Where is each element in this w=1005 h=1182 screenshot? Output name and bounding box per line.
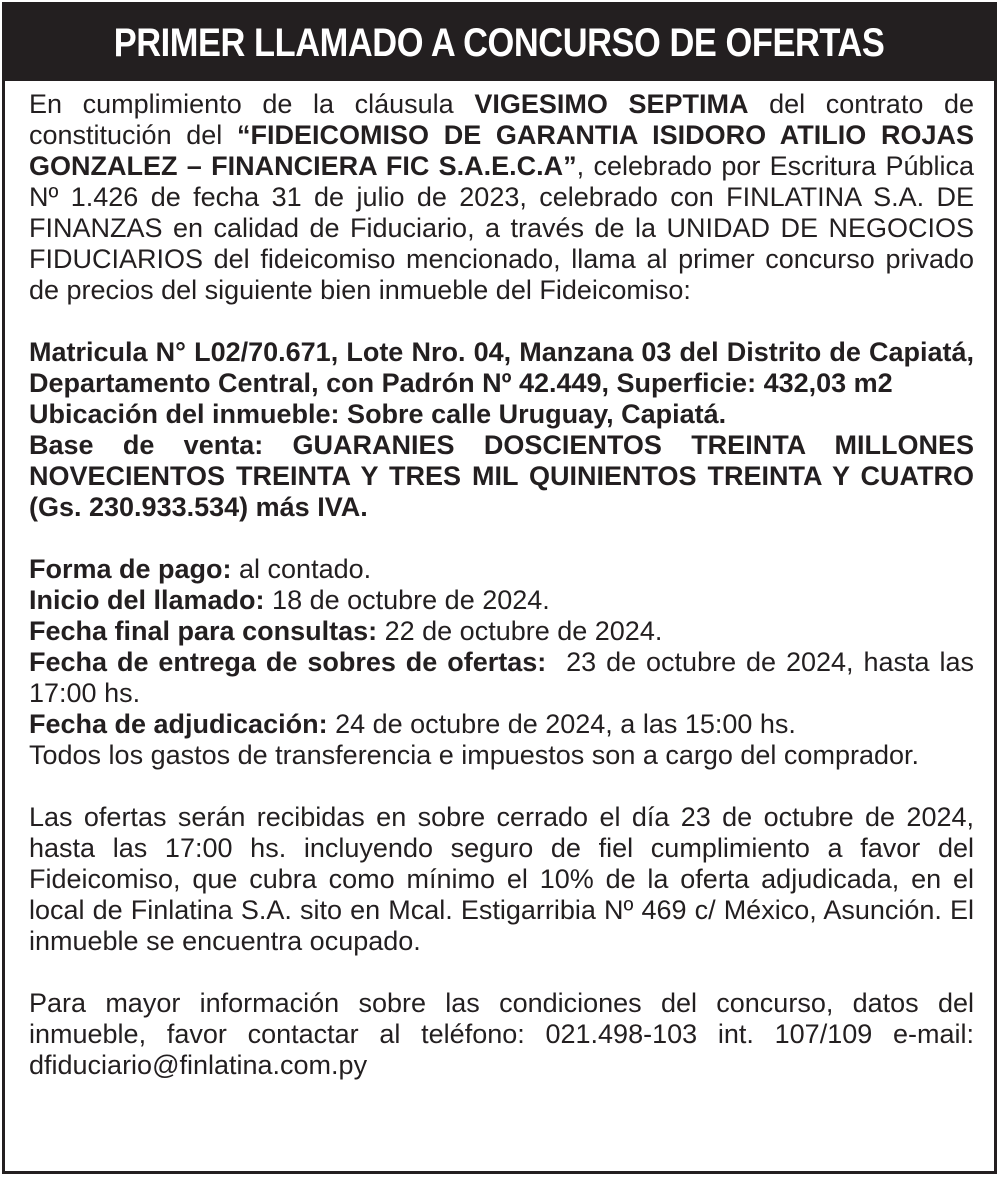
- property-registration: Matricula N° L02/70.671, Lote Nro. 04, Manzana 03 del Distrito de Capiatá, Departamento Central, con Padrón Nº 42.449, Superficie: 432,03 m2: [29, 337, 974, 398]
- spacer: [29, 957, 974, 988]
- intro-text-2: del contrato de constitución del: [29, 89, 974, 150]
- notice-body: [5, 81, 994, 1081]
- payment-method-value: al contado.: [231, 554, 372, 584]
- queries-deadline: [29, 616, 974, 647]
- contact-text: Para mayor información sobre las condiciones del concurso, datos del inmueble, favor contactar al teléfono: 021.498-103 int. 107/109 e-mail:: [29, 988, 974, 1049]
- spacer: [29, 523, 974, 554]
- payment-method-label: Forma de pago:: [29, 554, 232, 584]
- call-start: [29, 585, 974, 616]
- payment-method: [29, 554, 974, 585]
- queries-deadline-value: 22 de octubre de 2024.: [377, 616, 663, 646]
- trust-name: “FIDEICOMISO DE GARANTIA ISIDORO ATILIO ROJAS GONZALEZ – FINANCIERA FIC S.A.E.C.A”: [29, 120, 974, 181]
- notice-box: [2, 2, 997, 1174]
- sale-base-price: Base de venta: GUARANIES DOSCIENTOS TREINTA MILLONES NOVECIENTOS TREINTA Y TRES MIL QUINIENTOS TREINTA Y CUATRO (Gs. 230.933.534) más IVA.: [29, 430, 974, 522]
- call-start-label: Inicio del llamado:: [29, 585, 265, 615]
- intro-paragraph: [29, 89, 974, 306]
- intro-text-1: En cumplimiento de la cláusula: [29, 89, 475, 119]
- intro-text-3: , celebrado por Escritura Pública Nº 1.426 de fecha 31 de julio de 2023, celebrado con FINLATINA S.A. DE FINANZAS en calidad de Fiduciario, a través de la UNIDAD DE NEGOCIOS FIDUCIARIOS del fideicomiso mencionado, llama al primer concurso privado de precios del siguiente bien inmueble del Fideicomiso:: [29, 151, 974, 305]
- expenses-note: Todos los gastos de transferencia e impuestos son a cargo del comprador.: [29, 740, 919, 770]
- property-location: Ubicación del inmueble: Sobre calle Uruguay, Capiatá.: [29, 399, 727, 429]
- spacer: [29, 771, 974, 802]
- offers-delivery-label: Fecha de entrega de sobres de ofertas:: [29, 647, 547, 677]
- offers-delivery-date: [29, 647, 982, 709]
- contact-paragraph: [29, 988, 974, 1081]
- offers-delivery-value: 23 de octubre de 2024, hasta las 17:00 hs.: [29, 647, 982, 708]
- call-start-value: 18 de octubre de 2024.: [264, 585, 550, 615]
- award-date: [29, 709, 974, 740]
- offers-paragraph: Las ofertas serán recibidas en sobre cerrado el día 23 de octubre de 2024, hasta las 17:00 hs. incluyendo seguro de fiel cumplimiento a favor del Fideicomiso, que cubra como mínimo el 10% de la oferta adjudicada, en el local de Finlatina S.A. sito en Mcal. Estigarribia Nº 469 c/ México, Asunción. El inmueble se encuentra ocupado.: [29, 802, 974, 956]
- contact-email: dfiduciario@finlatina.com.py: [29, 1050, 368, 1080]
- spacer: [29, 306, 974, 337]
- title-bar: [5, 5, 994, 81]
- clause-name: VIGESIMO SEPTIMA: [474, 89, 749, 119]
- notice-title: PRIMER LLAMADO A CONCURSO DE OFERTAS: [114, 20, 885, 65]
- queries-deadline-label: Fecha final para consultas:: [29, 616, 378, 646]
- award-date-value: 24 de octubre de 2024, a las 15:00 hs.: [327, 709, 796, 739]
- award-date-label: Fecha de adjudicación:: [29, 709, 328, 739]
